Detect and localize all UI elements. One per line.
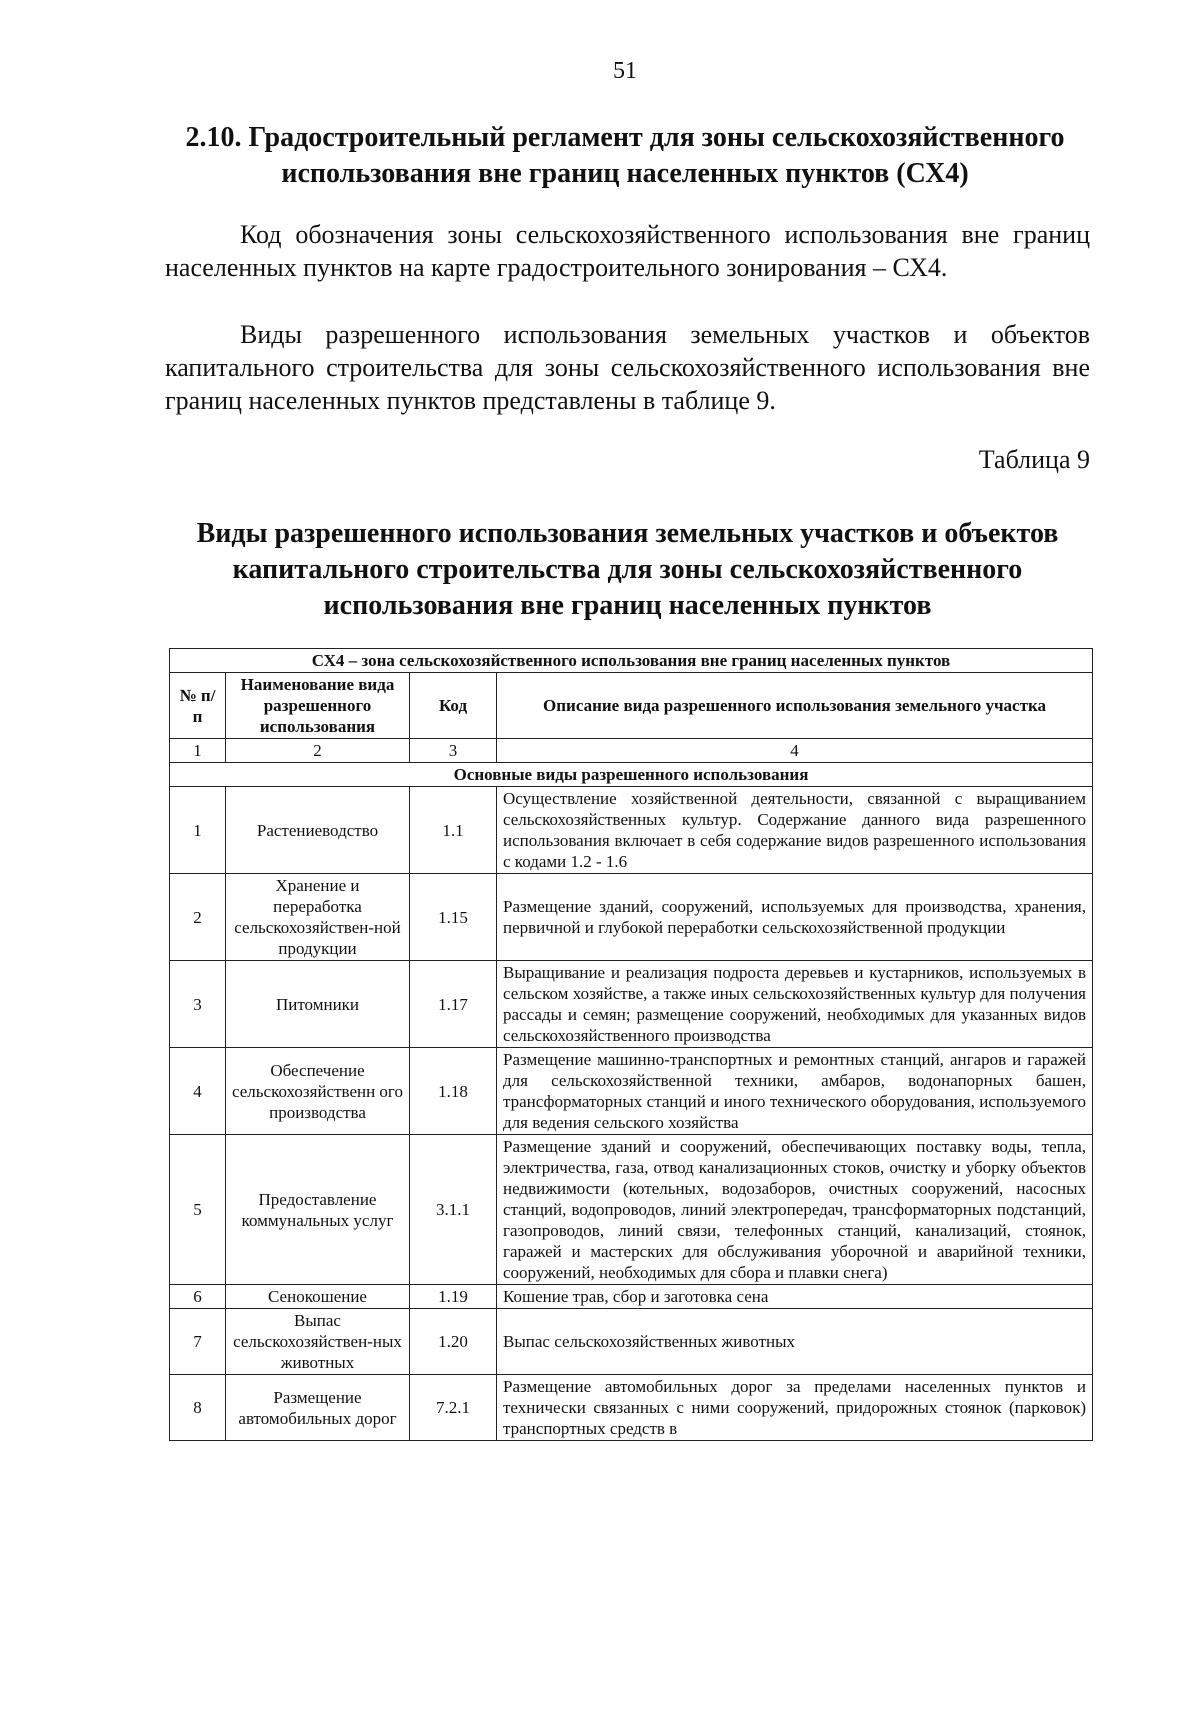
column-number-row — [170, 739, 1093, 763]
table-row — [170, 874, 1093, 961]
row-name: Предоставление коммунальных услуг — [226, 1135, 410, 1285]
header-code: Код — [410, 673, 497, 739]
header-description: Описание вида разрешенного использования земельного участка — [497, 673, 1093, 739]
row-code: 1.1 — [410, 787, 497, 874]
row-description: Размещение автомобильных дорог за пределами населенных пунктов и технически связанных с ними сооружений, придорожных стоянок (парковок) транспортных средств в — [497, 1375, 1093, 1441]
row-number: 7 — [170, 1309, 226, 1375]
permitted-use-table — [169, 648, 1093, 1441]
table-row — [170, 1375, 1093, 1441]
row-description: Кошение трав, сбор и заготовка сена — [497, 1285, 1093, 1309]
zone-header: СХ4 – зона сельскохозяйственного использования вне границ населенных пунктов — [170, 649, 1093, 673]
row-description: Выращивание и реализация подроста деревьев и кустарников, используемых в сельском хозяйстве, а также иных сельскохозяйственных культур для получения рассады и семян; размещение сооружений, необходимых для указанных видов сельскохозяйственного производства — [497, 961, 1093, 1048]
table-row — [170, 1309, 1093, 1375]
row-code: 1.19 — [410, 1285, 497, 1309]
table-title: Виды разрешенного использования земельных участков и объектов капитального строительства для зоны сельскохозяйственного использования вне границ населенных пунктов — [196, 518, 1059, 621]
row-description: Выпас сельскохозяйственных животных — [497, 1309, 1093, 1375]
table-row — [170, 961, 1093, 1048]
row-number: 5 — [170, 1135, 226, 1285]
row-name: Хранение и переработка сельскохозяйствен-ной продукции — [226, 874, 410, 961]
row-number: 3 — [170, 961, 226, 1048]
table-row — [170, 1048, 1093, 1135]
table-row — [170, 1135, 1093, 1285]
zone-header-row — [170, 649, 1093, 673]
section-title: 2.10. Градостроительный регламент для зоны сельскохозяйственного использования вне границ населенных пунктов (СХ4) — [185, 122, 1065, 189]
row-code: 1.15 — [410, 874, 497, 961]
row-name: Питомники — [226, 961, 410, 1048]
row-description: Размещение машинно-транспортных и ремонтных станций, ангаров и гаражей для сельскохозяйственной техники, амбаров, водонапорных башен, трансформаторных станций и иного технического оборудования, используемого для ведения сельского хозяйства — [497, 1048, 1093, 1135]
column-number: 3 — [410, 739, 497, 763]
group-header-row — [170, 763, 1093, 787]
header-number: № п/п — [170, 673, 226, 739]
row-number: 6 — [170, 1285, 226, 1309]
row-code: 7.2.1 — [410, 1375, 497, 1441]
row-name: Растениеводство — [226, 787, 410, 874]
paragraph-table-reference: Виды разрешенного использования земельных участков и объектов капитального строительства для зоны сельскохозяйственного использования вне границ населенных пунктов представлены в таблице 9. — [165, 320, 1090, 415]
row-description: Размещение зданий, сооружений, используемых для производства, хранения, первичной и глубокой переработки сельскохозяйственной продукции — [497, 874, 1093, 961]
table-row — [170, 1285, 1093, 1309]
row-name: Выпас сельскохозяйствен-ных животных — [226, 1309, 410, 1375]
row-number: 4 — [170, 1048, 226, 1135]
column-number: 4 — [497, 739, 1093, 763]
row-code: 3.1.1 — [410, 1135, 497, 1285]
row-description: Осуществление хозяйственной деятельности, связанной с выращиванием сельскохозяйственных культур. Содержание данного вида разрешенного использования включает в себя содержание видов разрешенного использования с кодами 1.2 - 1.6 — [497, 787, 1093, 874]
row-name: Сенокошение — [226, 1285, 410, 1309]
row-name: Обеспечение сельскохозяйственн ого производства — [226, 1048, 410, 1135]
row-number: 2 — [170, 874, 226, 961]
row-number: 1 — [170, 787, 226, 874]
column-number: 1 — [170, 739, 226, 763]
row-code: 1.20 — [410, 1309, 497, 1375]
column-number: 2 — [226, 739, 410, 763]
table-row — [170, 787, 1093, 874]
group-header: Основные виды разрешенного использования — [170, 763, 1093, 787]
row-code: 1.18 — [410, 1048, 497, 1135]
header-name: Наименование вида разрешенного использования — [226, 673, 410, 739]
row-name: Размещение автомобильных дорог — [226, 1375, 410, 1441]
page-number: 51 — [613, 58, 637, 84]
row-code: 1.17 — [410, 961, 497, 1048]
table-number: Таблица 9 — [978, 445, 1090, 474]
header-row — [170, 673, 1093, 739]
paragraph-zone-code: Код обозначения зоны сельскохозяйственного использования вне границ населенных пунктов на карте градостроительного зонирования – СХ4. — [165, 220, 1090, 282]
row-description: Размещение зданий и сооружений, обеспечивающих поставку воды, тепла, электричества, газа, отвод канализационных стоков, очистку и уборку объектов недвижимости (котельных, водозаборов, очистных сооружений, насосных станций, водопроводов, линий электропередач, трансформаторных подстанций, газопроводов, линий связи, телефонных станций, канализаций, стоянок, гаражей и мастерских для обслуживания уборочной и аварийной техники, сооружений, необходимых для сбора и плавки снега) — [497, 1135, 1093, 1285]
row-number: 8 — [170, 1375, 226, 1441]
